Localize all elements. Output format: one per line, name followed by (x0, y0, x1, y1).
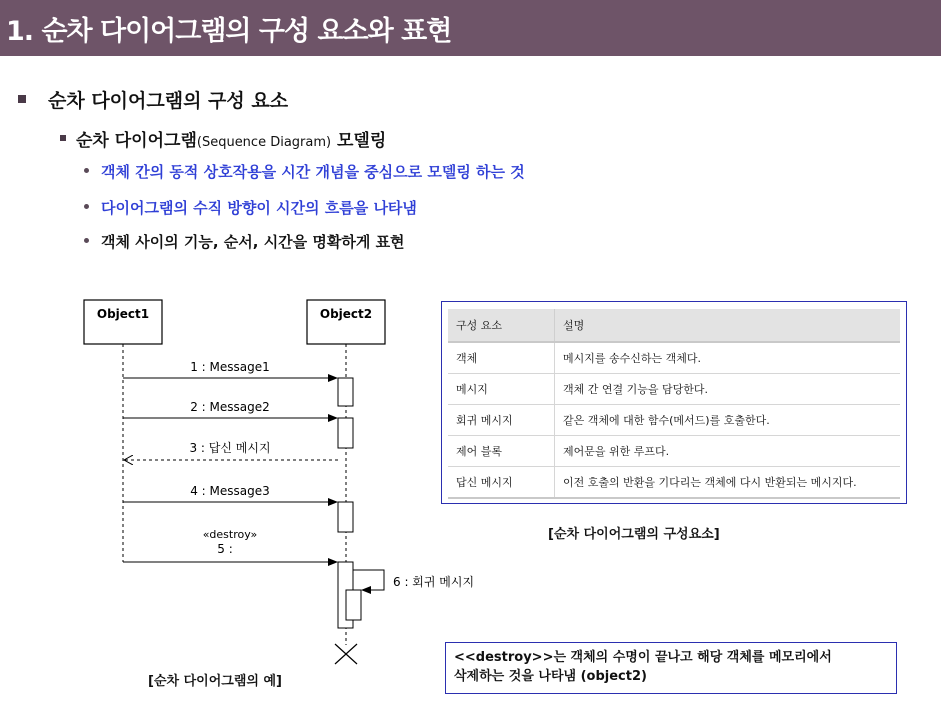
destroy-stereotype: «destroy» (202, 528, 258, 541)
table-cell: 회귀 메시지 (448, 405, 555, 436)
bullet-text: 객체 사이의 기능, 순서, 시간을 명확하게 표현 (101, 233, 405, 251)
activation-bar (338, 502, 353, 532)
table-header: 구성 요소 (448, 309, 555, 342)
heading-level1-text: 순차 다이어그램의 구성 요소 (48, 90, 289, 112)
table-cell: 객체 간 연결 기능을 담당한다. (555, 374, 901, 405)
bullet-text: 다이어그램의 수직 방향이 시간의 흐름을 나타냄 (101, 199, 417, 217)
destroy-index: 5 : (217, 542, 233, 556)
bullet-text: 객체 간의 동적 상호작용을 시간 개념을 중심으로 모델링 하는 것 (101, 163, 525, 181)
table-cell: 메시지 (448, 374, 555, 405)
table-header: 설명 (555, 309, 901, 342)
table-row (448, 405, 900, 436)
heading-level2-main: 순차 다이어그램 (76, 131, 197, 151)
reply-label: 3 : 답신 메시지 (189, 441, 271, 455)
table-row (448, 436, 900, 467)
heading-level2-paren: (Sequence Diagram) (196, 135, 332, 150)
table-cell: 제어 블록 (448, 436, 555, 467)
table-cell: 이전 호출의 반환을 기다리는 객체에 다시 반환되는 메시지다. (555, 467, 901, 499)
slide-title: 1. 순차 다이어그램의 구성 요소와 표현 (6, 16, 452, 47)
table-row (448, 342, 900, 374)
note-line: 삭제하는 것을 나타냄 (object2) (454, 669, 647, 684)
self-message-label: 6 : 회귀 메시지 (393, 575, 475, 589)
table-row (448, 374, 900, 405)
table-cell: 객체 (448, 342, 555, 374)
components-table (448, 309, 900, 499)
table-cell: 메시지를 송수신하는 객체다. (555, 342, 901, 374)
destroy-note-box (445, 642, 897, 694)
note-line: <<destroy>>는 객체의 수명이 끝나고 해당 객체를 메모리에서 (454, 650, 832, 665)
object2-label: Object2 (319, 307, 373, 321)
table-row (448, 467, 900, 499)
activation-bar (338, 418, 353, 448)
table-header-row (448, 309, 900, 342)
table-cell: 답신 메시지 (448, 467, 555, 499)
activation-bar (338, 378, 353, 406)
heading-level2-tail: 모델링 (331, 131, 387, 151)
object1-label: Object1 (96, 307, 150, 321)
diagram-caption: [순차 다이어그램의 예] (148, 674, 282, 689)
message-label: 2 : Message2 (190, 400, 270, 414)
table-cell: 같은 객체에 대한 함수(메서드)를 호출한다. (555, 405, 901, 436)
components-table-box (441, 301, 907, 504)
message-label: 1 : Message1 (190, 360, 270, 374)
nested-activation-bar (346, 590, 361, 620)
table-cell: 제어문을 위한 루프다. (555, 436, 901, 467)
table-caption: [순차 다이어그램의 구성요소] (548, 527, 720, 542)
self-message-arrow (353, 570, 384, 590)
message-label: 4 : Message3 (190, 484, 270, 498)
